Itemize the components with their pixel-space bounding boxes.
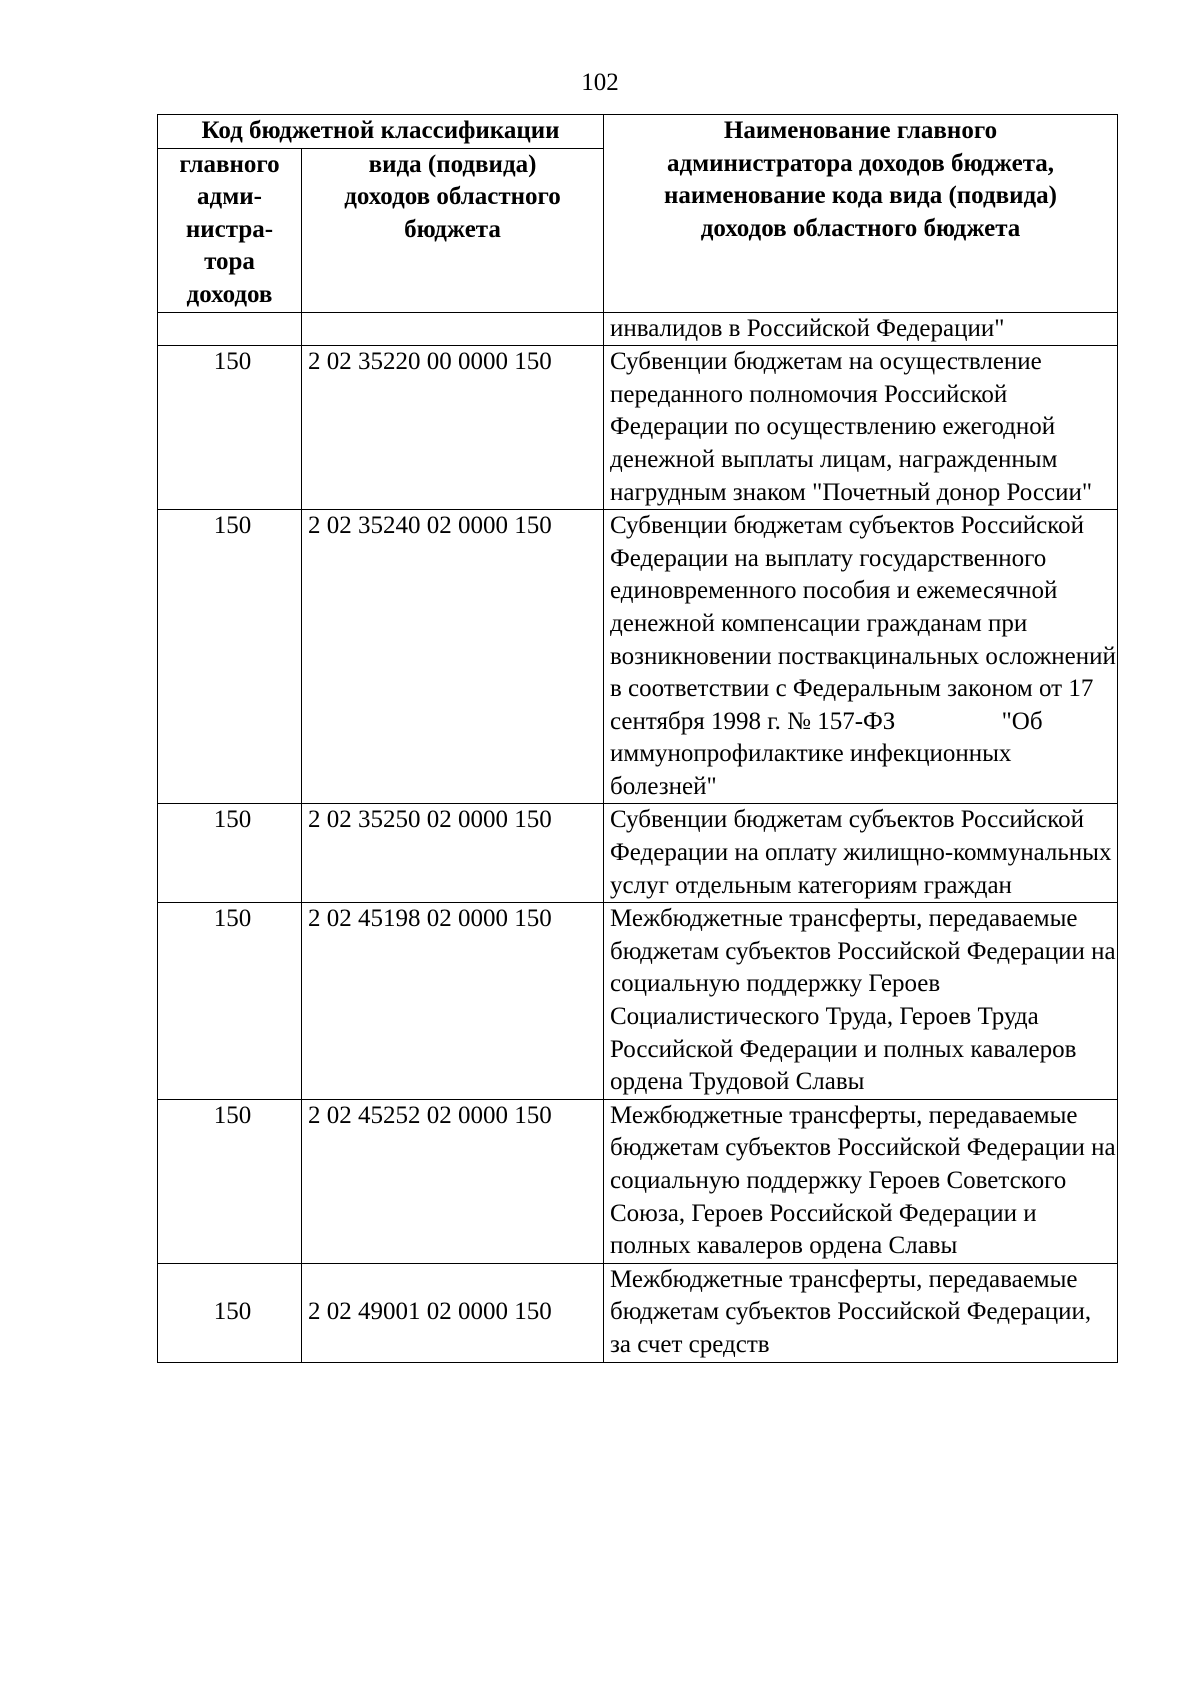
- header-row-group: [158, 115, 1118, 149]
- header-name-line: доходов областного бюджета: [700, 214, 1021, 242]
- header-code-line: вида (подвида): [368, 150, 537, 178]
- admin-code-cell: 150: [158, 1263, 302, 1362]
- admin-code-cell: 150: [158, 804, 302, 903]
- income-name-cell: Субвенции бюджетам на осуществление переданного полномочия Российской Федерации по осуществлению ежегодной денежной выплаты лицам, награжденным нагрудным знаком "Почетный донор России": [604, 346, 1118, 510]
- admin-code-cell: 150: [158, 1099, 302, 1263]
- income-code-cell: 2 02 35250 02 0000 150: [302, 804, 604, 903]
- table-row: [158, 1263, 1118, 1362]
- income-name-cell: Субвенции бюджетам субъектов Российской Федерации на выплату государственного единовременного пособия и ежемесячной денежной компенсации гражданам при возникновении поствакцинальных осложнений в соответствии с Федеральным законом от 17 сентября 1998 г. № 157-ФЗ "Об иммунопрофилактике инфекционных болезней": [604, 510, 1118, 804]
- table-row: [158, 1099, 1118, 1263]
- page-number: 102: [581, 69, 619, 96]
- income-code-cell: 2 02 49001 02 0000 150: [302, 1263, 604, 1362]
- table-row: [158, 510, 1118, 804]
- admin-code-cell: 150: [158, 346, 302, 510]
- admin-code-cell: 150: [158, 903, 302, 1100]
- header-code-line: бюджета: [404, 215, 501, 243]
- income-code-cell: 2 02 45198 02 0000 150: [302, 903, 604, 1100]
- admin-code-cell: [158, 312, 302, 346]
- admin-code-cell: 150: [158, 510, 302, 804]
- header-name-line: наименование кода вида (подвида): [664, 182, 1057, 210]
- header-name-column: [604, 115, 1118, 313]
- header-admin-column: [158, 148, 302, 312]
- income-name-cell: Межбюджетные трансферты, передаваемые бюджетам субъектов Российской Федерации на социальную поддержку Героев Советского Союза, Героев Российской Федерации и полных кавалеров ордена Славы: [604, 1099, 1118, 1263]
- income-name-cell: инвалидов в Российской Федерации": [604, 312, 1118, 346]
- header-admin-line: адми-: [197, 183, 262, 211]
- header-admin-line: нистра-: [185, 215, 274, 243]
- header-admin-line: тора: [204, 248, 255, 276]
- header-code-line: доходов областного: [344, 183, 561, 211]
- income-name-cell: Межбюджетные трансферты, передаваемые бюджетам субъектов Российской Федерации, за счет средств: [604, 1263, 1118, 1362]
- table-row: [158, 312, 1118, 346]
- header-admin-line: главного: [179, 150, 280, 178]
- table-row: [158, 346, 1118, 510]
- table-row: [158, 903, 1118, 1100]
- income-name-cell: Субвенции бюджетам субъектов Российской Федерации на оплату жилищно-коммунальных услуг отдельным категориям граждан: [604, 804, 1118, 903]
- header-group-label: Код бюджетной классификации: [158, 115, 604, 149]
- header-name-line: администратора доходов бюджета,: [666, 149, 1055, 177]
- budget-classification-table: [157, 114, 1123, 1363]
- income-code-cell: 2 02 45252 02 0000 150: [302, 1099, 604, 1263]
- header-code-column: [302, 148, 604, 312]
- income-name-cell: Межбюджетные трансферты, передаваемые бюджетам субъектов Российской Федерации на социальную поддержку Героев Социалистического Труда, Героев Труда Российской Федерации и полных кавалеров ордена Трудовой Славы: [604, 903, 1118, 1100]
- income-code-cell: 2 02 35220 00 0000 150: [302, 346, 604, 510]
- header-admin-line: доходов: [186, 280, 273, 308]
- income-code-cell: 2 02 35240 02 0000 150: [302, 510, 604, 804]
- table-row: [158, 804, 1118, 903]
- header-name-line: Наименование главного: [723, 117, 998, 144]
- income-code-cell: [302, 312, 604, 346]
